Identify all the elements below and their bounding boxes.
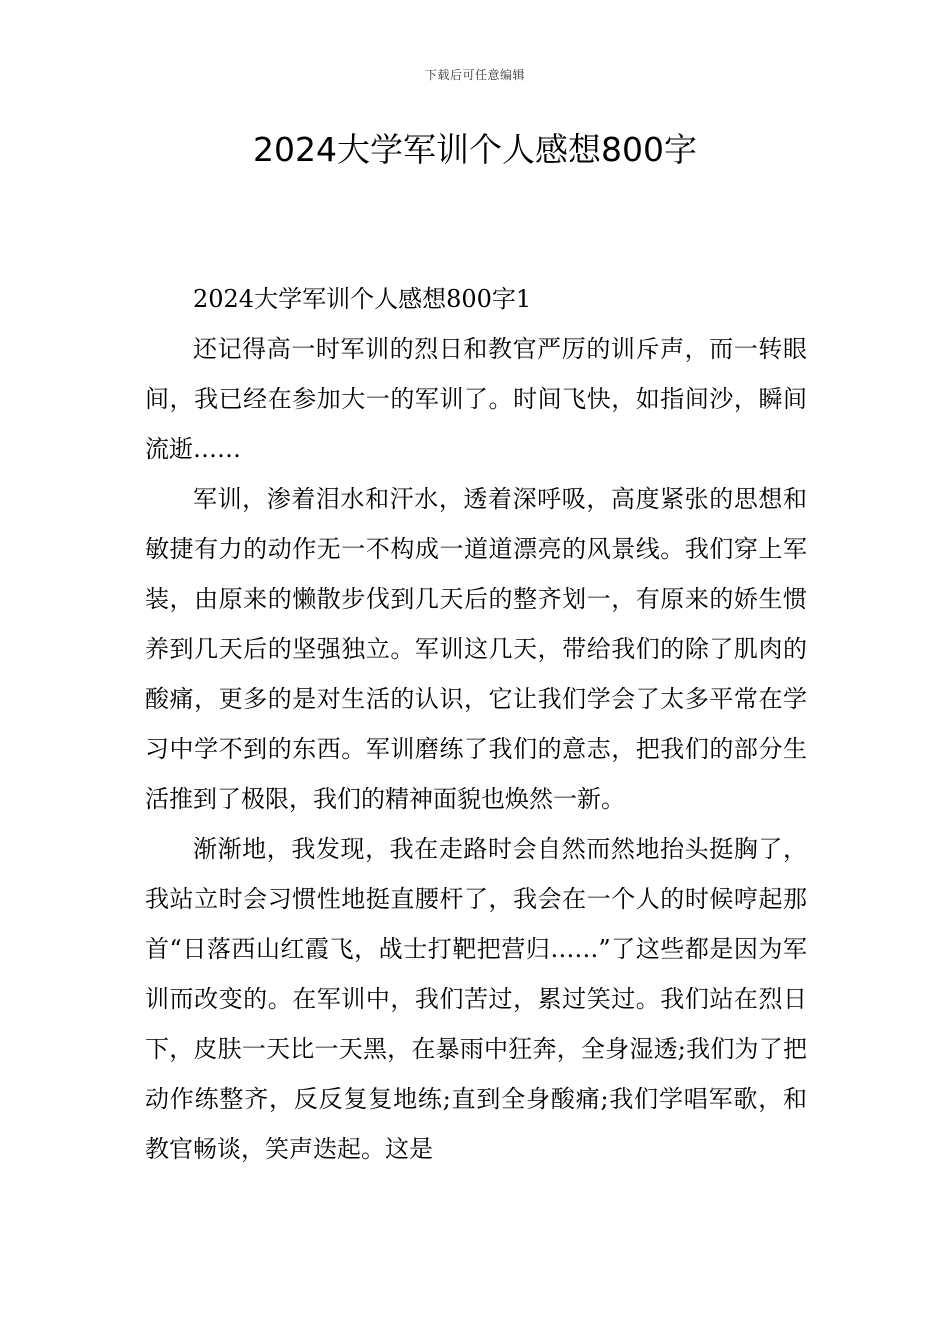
section-heading: 2024大学军训个人感想800字1 bbox=[193, 285, 532, 313]
paragraph: 军训，渗着泪水和汗水，透着深呼吸，高度紧张的思想和敏捷有力的动作无一不构成一道道漂亮的风景线。我们穿上军装，由原来的懒散步伐到几天后的整齐划一，有原来的娇生惯养到几天后的坚强独立。军训这几天，带给我们的除了肌肉的酸痛，更多的是对生活的认识，它让我们学会了太多平常在学习中学不到的东西。军训磨练了我们的意志，把我们的部分生活推到了极限，我们的精神面貌也焕然一新。 bbox=[145, 485, 807, 813]
paragraph: 还记得高一时军训的烈日和教官严厉的训斥声，而一转眼间，我已经在参加大一的军训了。时间飞快，如指间沙，瞬间流逝…… bbox=[145, 335, 807, 463]
document-body bbox=[145, 274, 807, 1174]
header-note: 下载后可任意编辑 bbox=[424, 68, 525, 82]
document-title: 2024大学军训个人感想800字 bbox=[253, 130, 697, 169]
paragraph: 渐渐地，我发现，我在走路时会自然而然地抬头挺胸了，我站立时会习惯性地挺直腰杆了，我会在一个人的时候哼起那首“日落西山红霞飞，战士打靶把营归……”了这些都是因为军训而改变的。在军训中，我们苦过，累过笑过。我们站在烈日下，皮肤一天比一天黑，在暴雨中狂奔，全身湿透;我们为了把动作练整齐，反反复复地练;直到全身酸痛;我们学唱军歌，和教官畅谈，笑声迭起。这是 bbox=[145, 835, 807, 1163]
